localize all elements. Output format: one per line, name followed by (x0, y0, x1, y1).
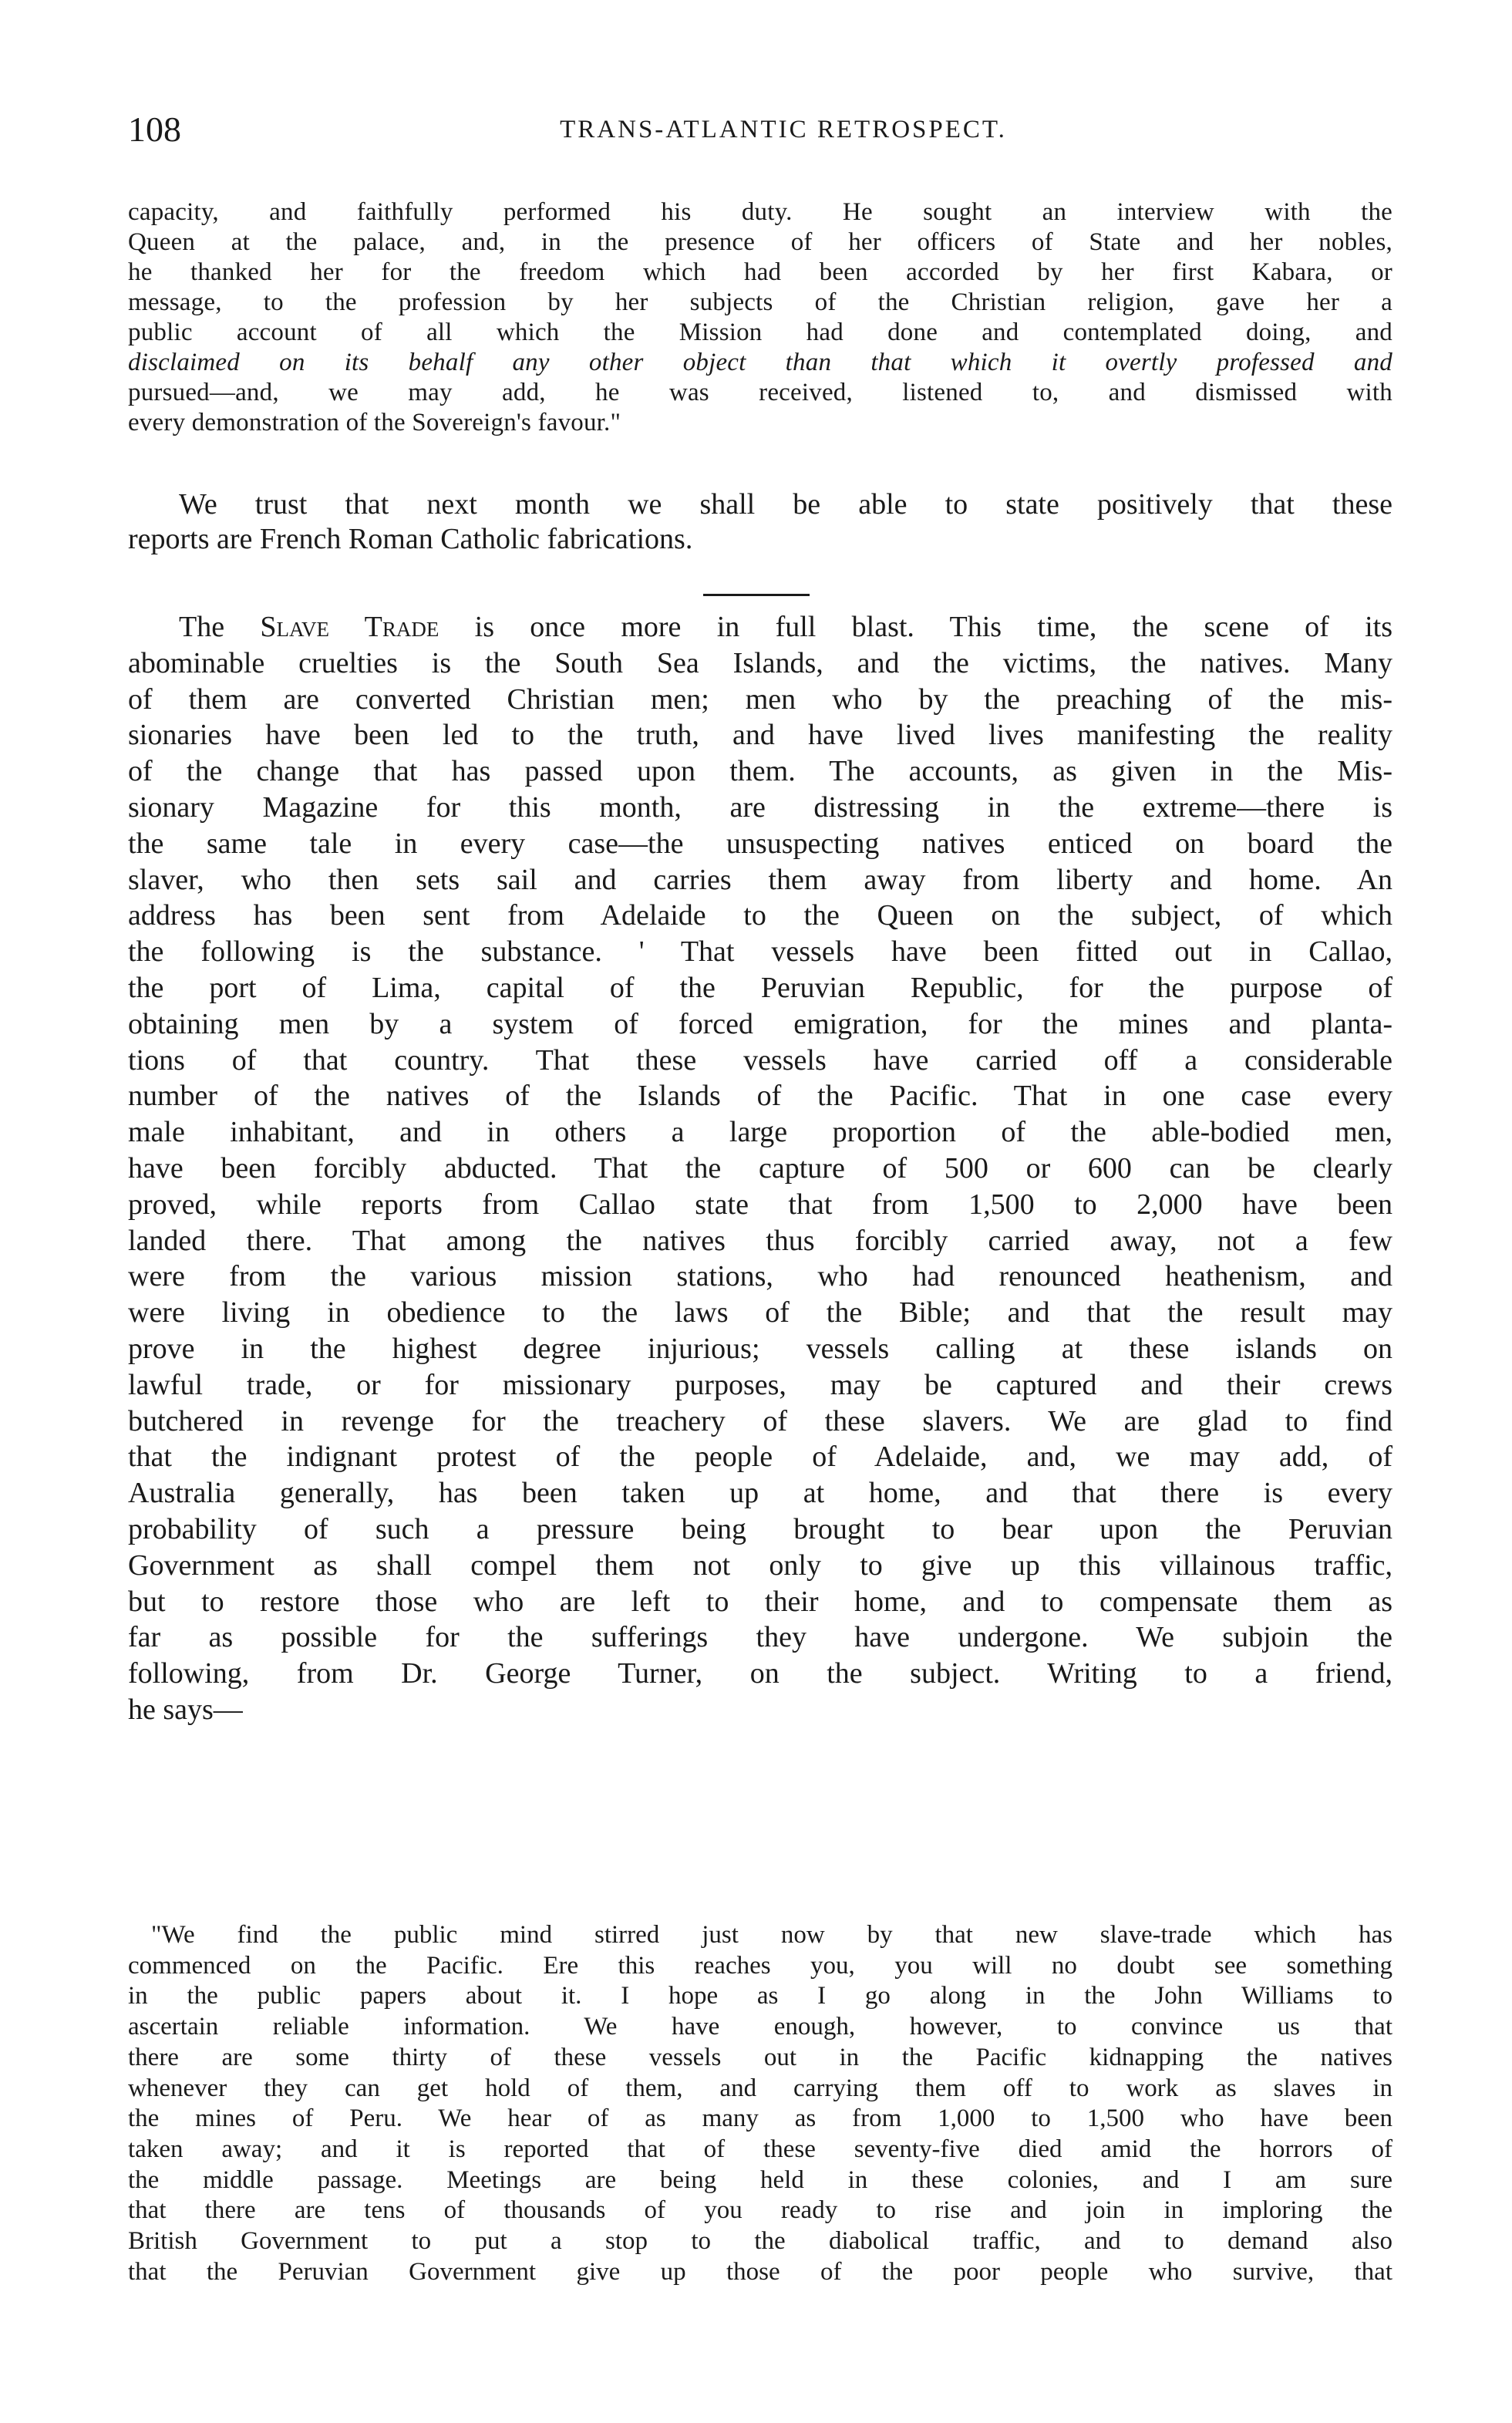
text-line: of them are converted Christian men; men who by the preaching of the mis- (128, 682, 1392, 716)
text-line: the port of Lima, capital of the Peruvian Republic, for the purpose of (128, 971, 1392, 1004)
page-number: 108 (128, 110, 181, 149)
text-line: abominable cruelties is the South Sea Islands, and the victims, the natives. Many (128, 646, 1392, 679)
text-line: capacity, and faithfully performed his duty. He sought an interview with the (128, 198, 1392, 226)
text-line: British Government to put a stop to the diabolical traffic, and to demand also (128, 2227, 1392, 2256)
text-line: sionary Magazine for this month, are distressing in the extreme—there is (128, 790, 1392, 824)
text-line: Government as shall compel them not only to give up this villainous traffic, (128, 1548, 1392, 1582)
text-line: far as possible for the sufferings they have undergone. We subjoin the (128, 1621, 1392, 1654)
text-line: were living in obedience to the laws of the Bible; and that the result may (128, 1296, 1392, 1329)
text-line (128, 609, 1392, 645)
text-line: whenever they can get hold of them, and carrying them off to work as slaves in (128, 2074, 1392, 2102)
text-line: that there are tens of thousands of you ready to rise and join in imploring the (128, 2196, 1392, 2225)
text-line: landed there. That among the natives thus forcibly carried away, not a few (128, 1224, 1392, 1257)
text-line: probability of such a pressure being brought to bear upon the Peruvian (128, 1512, 1392, 1545)
text-line: there are some thirty of these vessels out in the Pacific kidnapping the natives (128, 2043, 1392, 2071)
text-line: that the Peruvian Government give up those of the poor people who survive, that (128, 2257, 1392, 2286)
text-line: of the change that has passed upon them. The accounts, as given in the Mis- (128, 755, 1392, 788)
text-line: "We find the public mind stirred just now by that new slave-trade which has (151, 1921, 1392, 1949)
text-line: disclaimed on its behalf any other object than that which it overtly professed and (128, 349, 1392, 376)
continued-quote-paragraph (128, 197, 1392, 438)
text-line: every demonstration of the Sovereign's favour." (128, 409, 621, 436)
text-line: commenced on the Pacific. Ere this reaches you, you will no doubt see something (128, 1951, 1392, 1980)
text-line: but to restore those who are left to their home, and to compensate them as (128, 1585, 1392, 1618)
section-keyword: Slave Trade (260, 611, 439, 643)
text-line: number of the natives of the Islands of the Pacific. That in one case every (128, 1080, 1392, 1113)
text-line: ascertain reliable information. We have enough, however, to convince us that (128, 2013, 1392, 2041)
text-line: address has been sent from Adelaide to the Queen on the subject, of which (128, 899, 1392, 932)
madagascar-note-paragraph (128, 487, 1392, 557)
text-line: that the indignant protest of the people of Adelaide, and, we may add, of (128, 1441, 1392, 1474)
section-divider (703, 594, 810, 596)
text-line: Australia generally, has been taken up at home, and that there is every (128, 1477, 1392, 1510)
text-line: were from the various mission stations, who had renounced heathenism, and (128, 1260, 1392, 1293)
text-fragment: is once more in full blast. This time, the scene of its (439, 611, 1393, 643)
text-line: taken away; and it is reported that of these seventy-five died amid the horrors of (128, 2135, 1392, 2163)
text-line: he says— (128, 1693, 243, 1726)
text-line: tions of that country. That these vessels have carried off a considerable (128, 1043, 1392, 1077)
running-head: TRANS-ATLANTIC RETROSPECT. (560, 116, 1007, 143)
text-line: proved, while reports from Callao state that from 1,500 to 2,000 have been (128, 1188, 1392, 1221)
text-line: slaver, who then sets sail and carries them away from liberty and home. An (128, 863, 1392, 896)
text-line: Queen at the palace, and, in the presence of her officers of State and her nobles, (128, 228, 1392, 256)
text-line: the middle passage. Meetings are being held in these colonies, and I am sure (128, 2165, 1392, 2194)
text-line: male inhabitant, and in others a large proportion of the able-bodied men, (128, 1116, 1392, 1149)
text-line: We trust that next month we shall be able to state positively that these (179, 488, 1392, 521)
text-line: pursued—and, we may add, he was received, listened to, and dismissed with (128, 379, 1392, 406)
text-line: the mines of Peru. We hear of as many as from 1,000 to 1,500 who have been (128, 2105, 1392, 2133)
text-line: butchered in revenge for the treachery of these slavers. We are glad to find (128, 1404, 1392, 1437)
text-line: prove in the highest degree injurious; vessels calling at these islands on (128, 1332, 1392, 1365)
text-line: sionaries have been led to the truth, and have lived lives manifesting the reality (128, 719, 1392, 752)
text-line: following, from Dr. George Turner, on the subject. Writing to a friend, (128, 1657, 1392, 1690)
text-line: he thanked her for the freedom which had been accorded by her first Kabara, or (128, 258, 1392, 286)
text-line: in the public papers about it. I hope as I go along in the John Williams to (128, 1982, 1392, 2010)
text-line: the following is the substance. ' That vessels have been fitted out in Callao, (128, 935, 1392, 969)
page-header (128, 106, 1392, 153)
text-line: obtaining men by a system of forced emigration, for the mines and planta- (128, 1007, 1392, 1040)
text-line: have been forcibly abducted. That the capture of 500 or 600 can be clearly (128, 1151, 1392, 1185)
text-line: lawful trade, or for missionary purposes, may be captured and their crews (128, 1368, 1392, 1401)
text-line: the same tale in every case—the unsuspecting natives enticed on board the (128, 827, 1392, 860)
slave-trade-paragraph (128, 609, 1392, 1728)
text-fragment: The (179, 611, 261, 643)
turner-letter-quote (128, 1920, 1392, 2287)
text-line: message, to the profession by her subjects of the Christian religion, gave her a (128, 288, 1392, 316)
text-line: public account of all which the Mission had done and contemplated doing, and (128, 318, 1392, 346)
text-line: reports are French Roman Catholic fabrications. (128, 523, 693, 555)
